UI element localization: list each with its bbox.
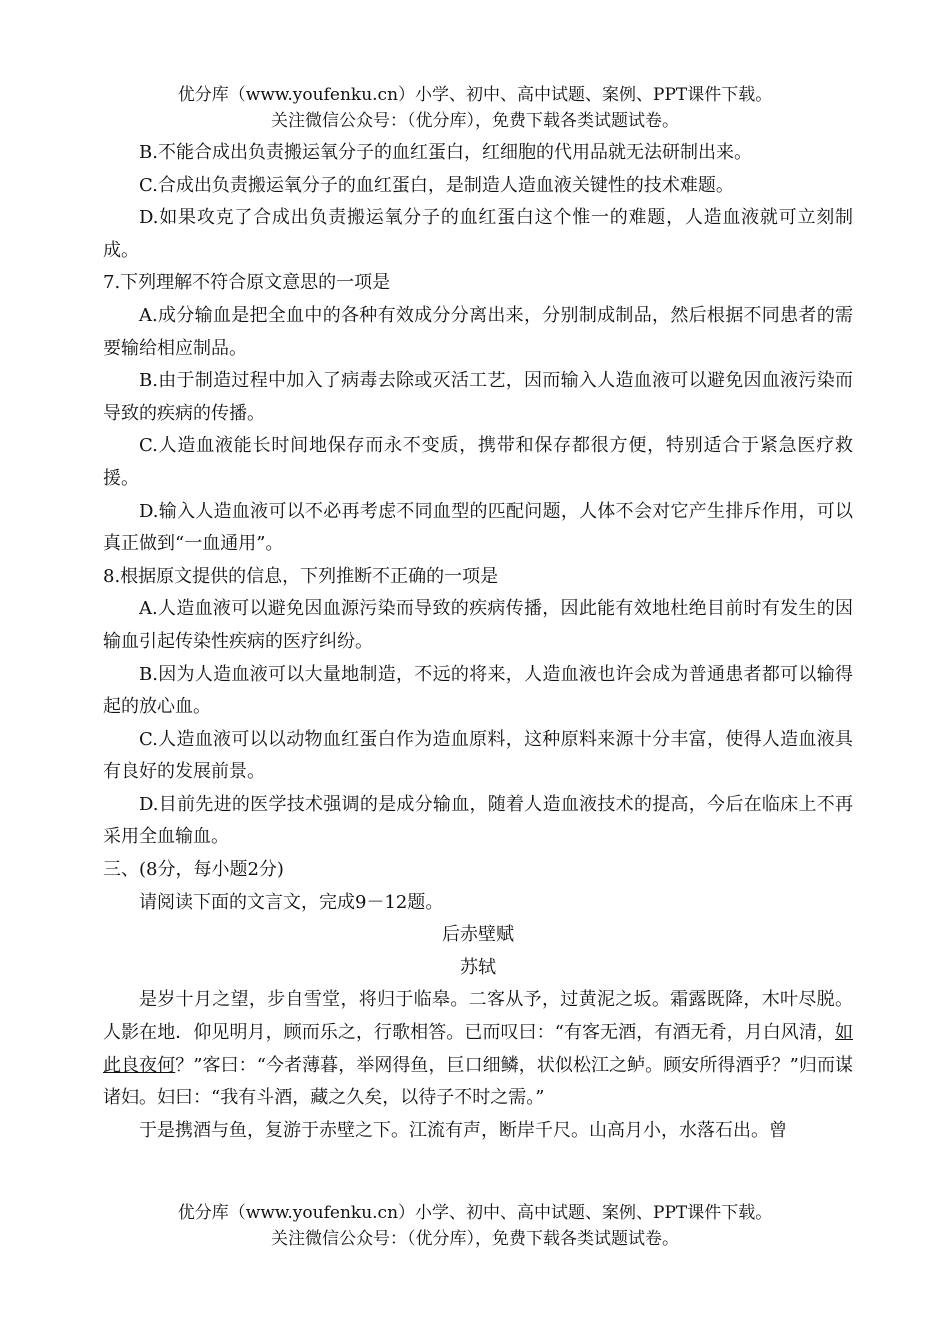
passage-paragraph-1-part-1: 是岁十月之望，步自雪堂，将归于临皋。二客从予，过黄泥之坂。霜露既降，木叶尽脱。人影在地．仰见明月，顾而乐之，行歌相答。已而叹曰：“有客无酒，有酒无肴，月白风清， xyxy=(103,989,853,1044)
footer-line-2: 关注微信公众号：（优分库），免费下载各类试题试卷。 xyxy=(271,1229,679,1249)
passage-author: 苏轼 xyxy=(460,956,496,978)
header-line-2: 关注微信公众号：（优分库），免费下载各类试题试卷。 xyxy=(271,111,679,131)
q7-stem: 7.下列理解不符合原文意思的一项是 xyxy=(103,272,391,294)
section3-heading: 三、(8分，每小题2分) xyxy=(103,859,284,881)
header-line-1: 优分库（www.youfenku.cn）小学、初中、高中试题、案例、PPT课件下载。 xyxy=(177,85,773,105)
footer-line-1: 优分库（www.youfenku.cn）小学、初中、高中试题、案例、PPT课件下载。 xyxy=(177,1203,773,1223)
q6-option-c: C.合成出负责搬运氧分子的血红蛋白，是制造人造血液关键性的技术难题。 xyxy=(139,174,734,196)
q8-option-a: A.人造血液可以避免因血源污染而导致的疾病传播，因此能有效地杜绝目前时有发生的因输血引起传染性疾病的医疗纠纷。 xyxy=(103,598,853,652)
q7-option-c: C.人造血液能长时间地保存而永不变质，携带和保存都很方便，特别适合于紧急医疗救援。 xyxy=(103,435,853,489)
q7-option-d: D.输入人造血液可以不必再考虑不同血型的匹配问题，人体不会对它产生排斥作用，可以真正做到“一血通用”。 xyxy=(103,500,853,555)
q8-option-c: C.人造血液可以以动物血红蛋白作为造血原料，这种原料来源十分丰富，使得人造血液具有良好的发展前景。 xyxy=(103,728,853,783)
passage-title: 后赤壁赋 xyxy=(442,924,514,946)
footer-banner xyxy=(0,1200,950,1252)
section3-instruction: 请阅读下面的文言文，完成9－12题。 xyxy=(139,891,444,913)
passage-paragraph-2: 于是携酒与鱼，复游于赤壁之下。江流有声，断岸千尺。山高月小，水落石出。曾 xyxy=(139,1119,787,1141)
passage-paragraph-1-part-2: ？”客曰：“今者薄暮，举网得鱼，巨口细鳞，状似松江之鲈。顾安所得酒乎？”归而谋诸妇。妇曰：“我有斗酒，藏之久矣，以待子不时之需。” xyxy=(103,1054,853,1109)
q8-option-b: B.因为人造血液可以大量地制造，不远的将来，人造血液也许会成为普通患者都可以输得起的放心血。 xyxy=(103,663,853,718)
q8-stem: 8.根据原文提供的信息，下列推断不正确的一项是 xyxy=(103,565,499,587)
q6-option-b: B.不能合成出负责搬运氧分子的血红蛋白，红细胞的代用品就无法研制出来。 xyxy=(139,142,752,163)
q7-option-b: B.由于制造过程中加入了病毒去除或灭活工艺，因而输入人造血液可以避免因血液污染而导致的疾病的传播。 xyxy=(103,370,853,424)
q6-option-d: D.如果攻克了合成出负责搬运氧分子的血红蛋白这个惟一的难题，人造血液就可立刻制成。 xyxy=(103,207,853,261)
passage-paragraph-1 xyxy=(103,984,853,1114)
header-banner xyxy=(0,82,950,134)
document-body xyxy=(103,137,853,1147)
underlined-phrase: 如此良夜何 xyxy=(103,1022,853,1076)
q7-option-a: A.成分输血是把全血中的各种有效成分分离出来，分别制成制品，然后根据不同患者的需要输给相应制品。 xyxy=(103,304,853,359)
q8-option-d: D.目前先进的医学技术强调的是成分输血，随着人造血液技术的提高，今后在临床上不再采用全血输血。 xyxy=(103,793,853,848)
